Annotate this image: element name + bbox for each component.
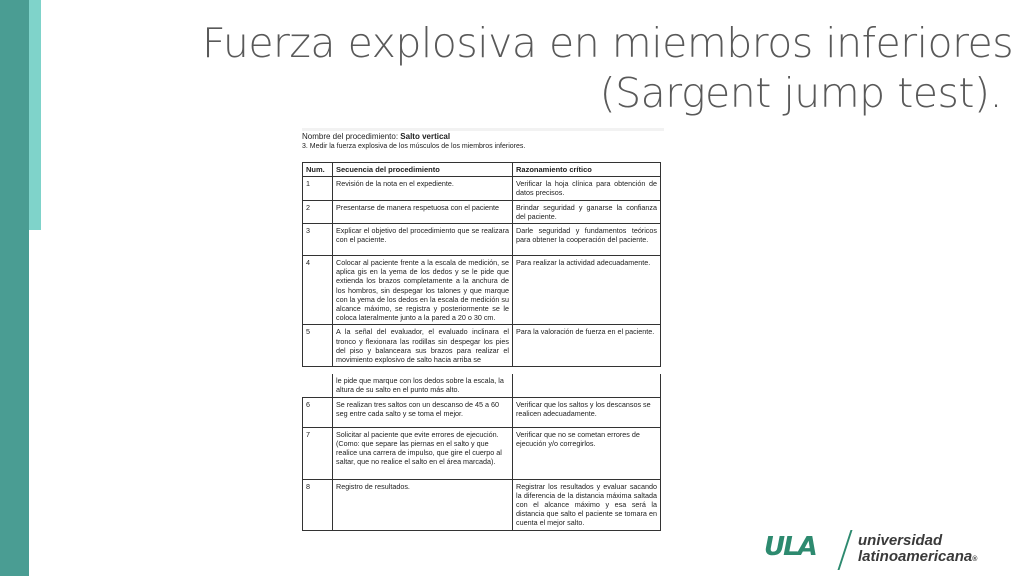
- table-row: [303, 177, 661, 200]
- row-reasoning: Verificar que los saltos y los descansos se realicen adecuadamente.: [513, 397, 661, 427]
- row-sequence: Revisión de la nota en el expediente.: [333, 177, 513, 200]
- row-num: 5: [303, 325, 333, 367]
- document-top-rule: [302, 128, 664, 131]
- row-num: 4: [303, 256, 333, 325]
- row-sequence: Explicar el objetivo del procedimiento que se realizara con el paciente.: [333, 224, 513, 256]
- registered-mark: ®: [972, 556, 978, 563]
- header-num: Num.: [303, 163, 333, 177]
- row-reasoning: Darle seguridad y fundamentos teóricos para obtener la cooperación del paciente.: [513, 224, 661, 256]
- slide-title-line1: Fuerza explosiva en miembros inferiores: [202, 19, 1014, 67]
- row-sequence: Solicitar al paciente que evite errores de ejecución. (Como: que separe las piernas en el salto y que realice una carrera de impulso, que gire el cuerpo al saltar, que no realice el salto en el área marcada).: [333, 427, 513, 479]
- row-sequence: Registro de resultados.: [333, 479, 513, 530]
- row-sequence: A la señal del evaluador, el evaluado inclinara el tronco y flexionara las rodillas sin despegar los pies del piso y balanceara sus brazos para realizar el movimiento explosivo de salto hacia arriba se: [333, 325, 513, 367]
- procedure-name: [302, 132, 664, 142]
- row-sequence: Colocar al paciente frente a la escala de medición, se aplica gis en la yema de los dedos y se le pide que extienda los brazos completamente a la anchura de los hombros, sin despegar los talones y que marque con la yema de los dedos en la escala de medición su alcance máximo, se registra y posteriormente se le coloca lateralmente junto a la pared a 20 o 30 cm.: [333, 256, 513, 325]
- row-reasoning: Verificar la hoja clínica para obtención de datos precisos.: [513, 177, 661, 200]
- row-reasoning: Brindar seguridad y ganarse la confianza del paciente.: [513, 200, 661, 223]
- row-sequence-continued: le pide que marque con los dedos sobre la escala, la altura de su salto en el punto más alto.: [333, 374, 513, 397]
- table-row: [303, 397, 661, 427]
- header-reasoning: Razonamiento crítico: [513, 163, 661, 177]
- row-num: 3: [303, 224, 333, 256]
- left-accent-bar-light: [29, 0, 41, 230]
- logo-text-line1: universidad: [858, 532, 943, 549]
- table-header-row: [303, 163, 661, 177]
- row-num: 7: [303, 427, 333, 479]
- procedure-objective: 3. Medir la fuerza explosiva de los músculos de los miembros inferiores.: [302, 143, 526, 150]
- table-row-continuation: [303, 374, 661, 397]
- row-num: 8: [303, 479, 333, 530]
- logo-text-line2: [858, 548, 977, 568]
- row-reasoning: Registrar los resultados y evaluar sacando la diferencia de la distancia máxima saltada con el alcance máximo y esa será la distancia que salto el paciente se tomara en cuenta el mejor salto.: [513, 479, 661, 530]
- procedure-table-continued: [302, 374, 661, 530]
- table-row: [303, 427, 661, 479]
- row-reasoning: Para realizar la actividad adecuadamente.: [513, 256, 661, 325]
- row-num: 6: [303, 397, 333, 427]
- table-row: [303, 325, 661, 367]
- procedure-table: [302, 162, 661, 367]
- procedure-document: [302, 128, 664, 531]
- row-num: 1: [303, 177, 333, 200]
- row-reasoning: Verificar que no se cometan errores de ejecución y/o corregirlos.: [513, 427, 661, 479]
- row-reasoning-empty: [513, 374, 661, 397]
- table-row: [303, 200, 661, 223]
- header-sequence: Secuencia del procedimiento: [333, 163, 513, 177]
- slide-title: [202, 18, 1014, 118]
- table-row: [303, 224, 661, 256]
- row-sequence: Se realizan tres saltos con un descanso de 45 a 60 seg entre cada salto y se toma el mejor.: [333, 397, 513, 427]
- table-row: [303, 256, 661, 325]
- row-reasoning: Para la valoración de fuerza en el paciente.: [513, 325, 661, 367]
- logo-text-line2-label: latinoamericana: [858, 548, 973, 565]
- row-num-empty: [303, 374, 333, 397]
- procedure-title: Salto vertical: [400, 132, 451, 141]
- procedure-label: Nombre del procedimiento:: [302, 132, 399, 141]
- left-accent-bar: [0, 0, 29, 576]
- ula-logo-mark: ULA: [764, 532, 816, 562]
- university-logo: [764, 530, 1004, 570]
- slide-title-line2: (Sargent jump test).: [599, 69, 1002, 117]
- row-num: 2: [303, 200, 333, 223]
- row-sequence: Presentarse de manera respetuosa con el paciente: [333, 200, 513, 223]
- table-row: [303, 479, 661, 530]
